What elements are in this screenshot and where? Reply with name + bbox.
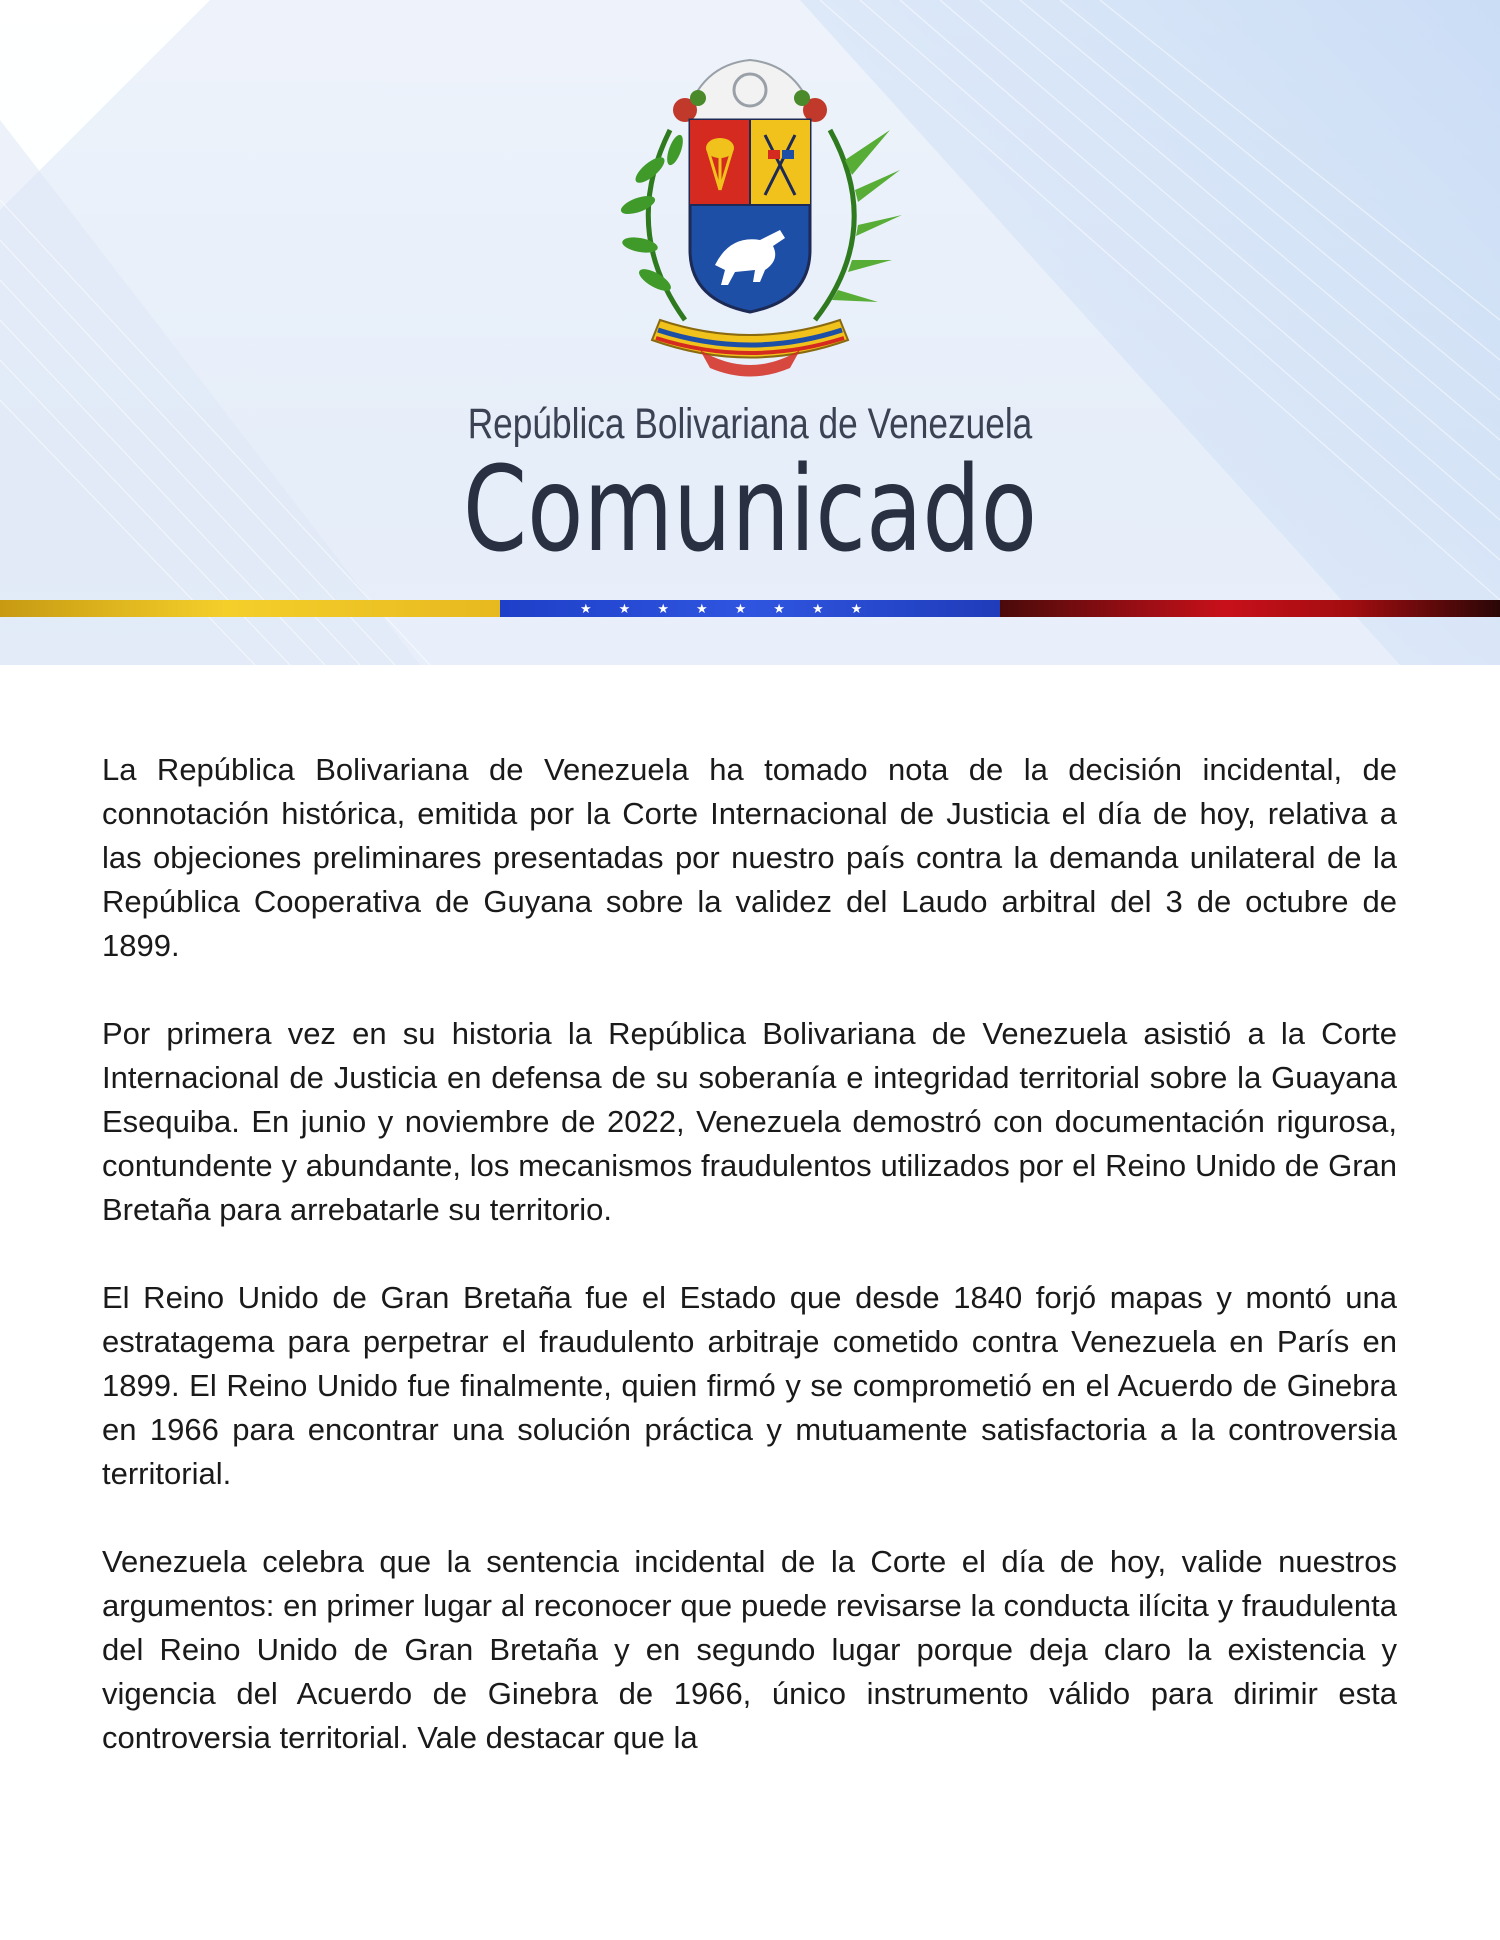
star-icon: ★ (695, 601, 708, 616)
paragraph: Venezuela celebra que la sentencia incidental de la Corte el día de hoy, valide nuestros argumentos: en primer lugar al reconocer que puede revisarse la conducta ilícita y fraudulenta del Reino Unido de Gran Bretaña y en segundo lugar porque deja claro la existencia y vigencia del Acuerdo de Ginebra de 1966, único instrumento válido para dirimir esta controversia territorial. Vale destacar que la (102, 1544, 1397, 1755)
star-icon: ★ (773, 601, 785, 616)
star-icon: ★ (580, 601, 592, 616)
flag-yellow-band (0, 600, 500, 617)
flag-blue-band (500, 600, 1000, 617)
flag-stars (580, 600, 862, 617)
page-title: Comunicado (462, 440, 1038, 578)
document-body (102, 748, 1397, 1804)
flag-stripe (0, 600, 1500, 617)
organization-name: República Bolivariana de Venezuela (467, 400, 1033, 448)
coat-of-arms-icon (590, 50, 910, 390)
star-icon: ★ (618, 601, 631, 616)
star-icon: ★ (850, 601, 863, 616)
star-icon: ★ (811, 601, 824, 616)
paragraph: Por primera vez en su historia la República Bolivariana de Venezuela asistió a la Corte Internacional de Justicia en defensa de su soberanía e integridad territorial sobre la Guayana Esequiba. En junio y noviembre de 2022, Venezuela demostró con documentación rigurosa, contundente y abundante, los mecanismos fraudulentos utilizados por el Reino Unido de Gran Bretaña para arrebatarle su territorio. (102, 1016, 1397, 1227)
paragraph: La República Bolivariana de Venezuela ha tomado nota de la decisión incidental, de connotación histórica, emitida por la Corte Internacional de Justicia el día de hoy, relativa a las objeciones preliminares presentadas por nuestro país contra la demanda unilateral de la República Cooperativa de Guyana sobre la validez del Laudo arbitral del 3 de octubre de 1899. (102, 752, 1397, 963)
star-icon: ★ (657, 601, 669, 616)
paragraph: El Reino Unido de Gran Bretaña fue el Estado que desde 1840 forjó mapas y montó una estratagema para perpetrar el fraudulento arbitraje cometido contra Venezuela en París en 1899. El Reino Unido fue finalmente, quien firmó y se comprometió en el Acuerdo de Ginebra en 1966 para encontrar una solución práctica y mutuamente satisfactoria a la controversia territorial. (102, 1280, 1397, 1491)
star-icon: ★ (734, 601, 747, 616)
flag-red-band (1000, 600, 1500, 617)
header-banner (0, 0, 1500, 665)
